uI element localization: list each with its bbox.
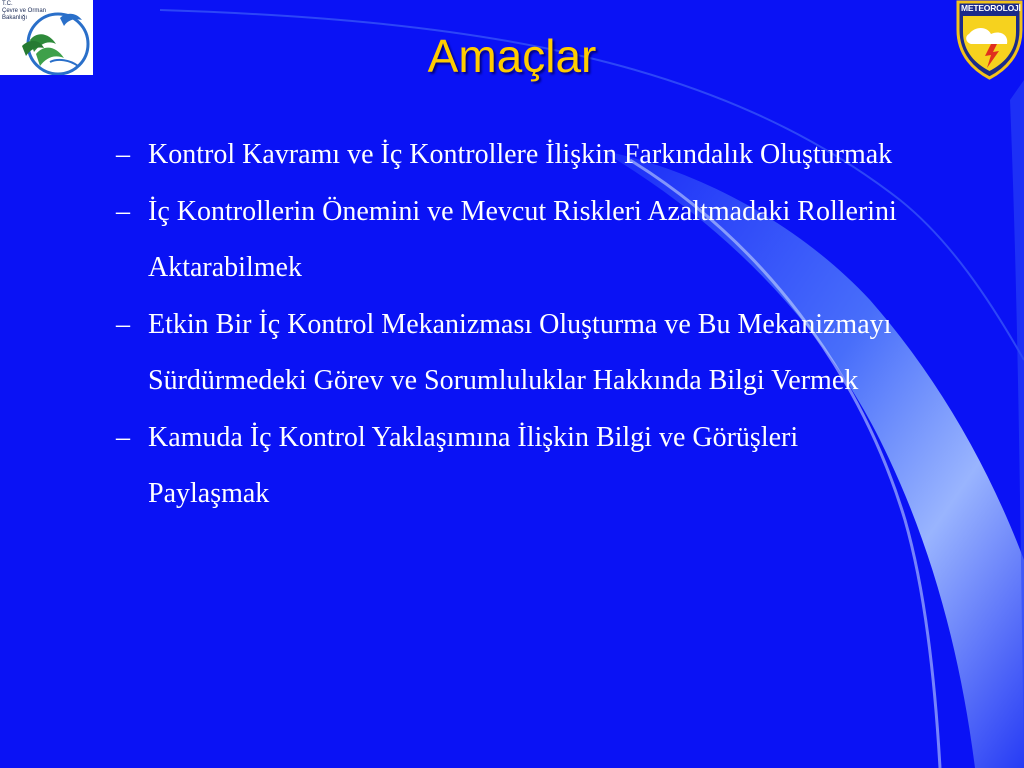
slide-title: Amaçlar [427, 30, 597, 82]
ministry-logo-text [2, 1, 62, 22]
bullet-text: Kamuda İç Kontrol Yaklaşımına İlişkin Bilgi ve Görüşleri Paylaşmak [148, 422, 799, 509]
bullet-item [110, 297, 900, 409]
bullet-text: Etkin Bir İç Kontrol Mekanizması Oluşturma ve Bu Mekanizmayı Sürdürmedeki Görev ve Sorumluluklar Hakkında Bilgi Vermek [148, 309, 892, 396]
ministry-line-1: T.C. [2, 1, 13, 7]
meteorology-logo-text: METEOROLOJİ [961, 3, 1021, 13]
ministry-line-2: Çevre ve Orman [2, 8, 47, 14]
bullet-dash: – [116, 422, 130, 453]
bullet-item [110, 127, 900, 183]
bullet-list [110, 127, 900, 523]
bullet-item [110, 184, 900, 296]
bullet-dash: – [116, 196, 130, 227]
bullet-text: Kontrol Kavramı ve İç Kontrollere İlişkin Farkındalık Oluşturmak [148, 139, 893, 170]
bullet-text: İç Kontrollerin Önemini ve Mevcut Riskleri Azaltmadaki Rollerini Aktarabilmek [148, 196, 897, 283]
bullet-dash: – [116, 309, 130, 340]
bullet-item [110, 410, 900, 522]
bullet-dash: – [116, 139, 130, 170]
ministry-line-3: Bakanlığı [2, 15, 28, 21]
